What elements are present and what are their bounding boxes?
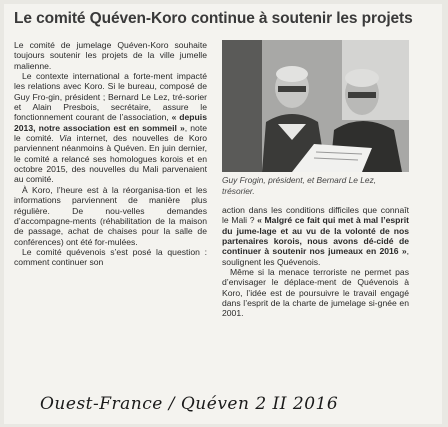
article-paragraph [14,185,207,247]
body-text: internet, des nouvelles de Koro parviennent néanmoins à Quéven. En juin dernier, le comité a relancé ses homologues korois et en octobre 2015, des nouvelles du Mali parvenaient au comité. [14,133,207,185]
body-text: Le comité quévenois s’est posé la question : comment continuer son [14,246,207,268]
body-text: À Koro, l’heure est à la réorganisa-tion et les informations parviennent de manière plus régulière. De nou-velles demandes d’accompagne-ments (réhabilitation de la maison de passage, achat de chaises pour la salle de conférences) ont été for-mulées. [14,184,207,247]
article-paragraph [222,205,409,267]
body-text: , soulignent les Quévenois. [222,246,409,267]
bold-quote: « Malgré ce fait qui met à mal l’esprit du jume-lage et au vu de la volonté de nos partenaires korois, nous avons dé-cidé de continuer à soutenir nos jumeaux en 2016 » [222,215,409,257]
body-text: Le contexte international a forte-ment impacté les relations avec Koro. Si le bureau, composé de Guy Fro-gin, président ; Bernard Le Lez, tré-sorier et Alain Presbois, secrétaire, assure le fonctionnement courant de l’association, [14,71,207,123]
photo-caption: Guy Frogin, président, et Bernard Le Lez, trésorier. [222,175,377,196]
handwritten-source-note: Ouest-France / Quéven 2 II 2016 [40,394,339,414]
body-text: action dans les conditions difficiles que connaît le Mali ? [222,205,409,226]
body-text: , note le comité. [14,122,207,144]
italic-text: Via [59,133,72,144]
body-text: Le comité de jumelage Quéven-Koro souhaite toujours soutenir les projets de la ville jumelle malienne. [14,40,207,71]
article-paragraph [222,267,409,319]
photo-two-men-reading [222,40,409,172]
article-paragraph [14,40,207,71]
article-photo [222,40,409,172]
article-paragraph [14,247,207,268]
bold-quote: « depuis 2013, notre association est en sommeil » [14,112,207,133]
article-column-left [14,40,207,268]
body-text: Même si la menace terroriste ne permet pas d’envisager le déplace-ment de Quévenois à Koro, l’idée est de poursuivre le travail engagé dans l’esprit de la charte de jumelage si-gnée en 2001. [222,267,409,319]
article-column-right [222,205,409,319]
article-headline: Le comité Quéven-Koro continue à soutenir les projets [14,10,413,27]
article-paragraph [14,71,207,185]
